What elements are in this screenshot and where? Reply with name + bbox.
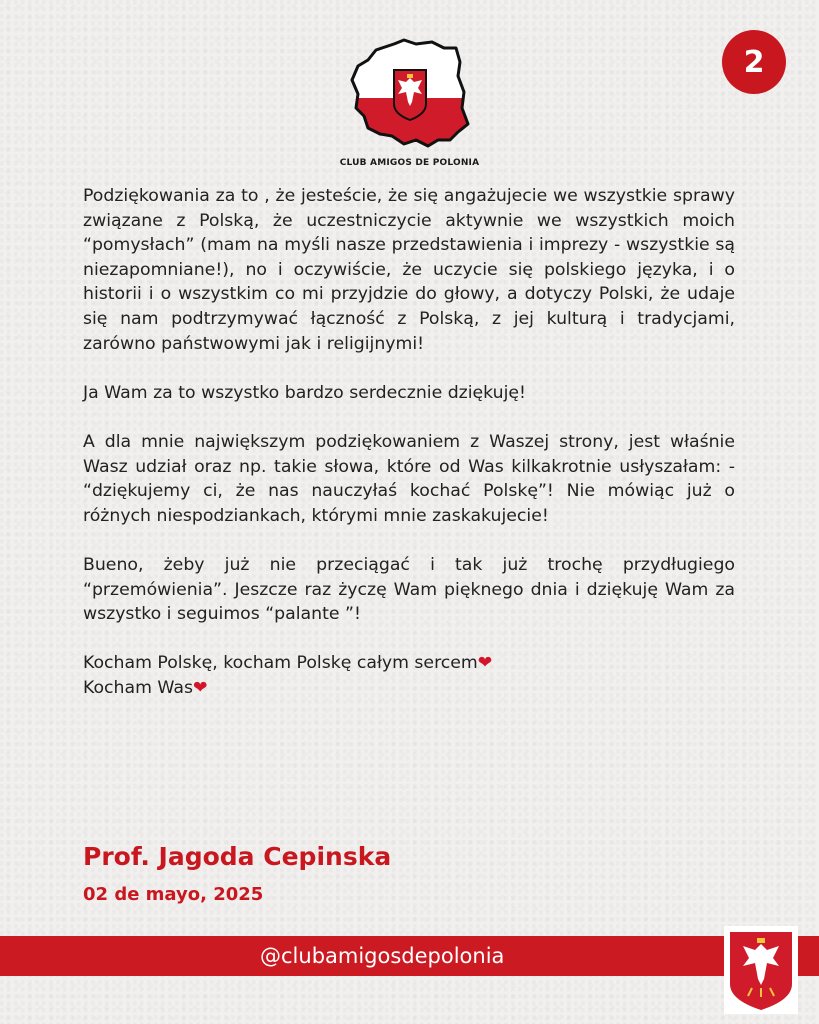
page-number-badge bbox=[722, 30, 786, 94]
letter-body bbox=[83, 184, 735, 700]
polish-eagle-crest-icon bbox=[724, 926, 798, 1014]
signature-name: Prof. Jagoda Cepinska bbox=[83, 842, 392, 871]
closing-line bbox=[83, 651, 735, 676]
red-heart-icon: ❤ bbox=[477, 653, 493, 674]
poland-map-eagle-icon bbox=[346, 36, 476, 156]
club-name: CLUB AMIGOS DE POLONIA bbox=[339, 158, 480, 168]
letter-paragraph: Ja Wam za to wszystko bardzo serdecznie dziękuję! bbox=[83, 382, 526, 403]
signature-date: 02 de mayo, 2025 bbox=[83, 884, 264, 905]
letter-paragraph: Podziękowania za to , że jesteście, że się angażujecie we wszystkie sprawy związane z Polską, że uczestniczycie aktywnie we wszystkich moich “pomysłach” (mam na myśli nasze przedstawienia i imprezy - wszystkie są niezapomniane!), no i oczywiście, że uczycie się polskiego języka, i o historii i o wszystkim co mi przyjdzie do głowy, a dotyczy Polski, że udaje się nam podtrzymywać łączność z Polską, z jej kulturą i tradycjami, zarówno państwowymi jak i religijnymi! bbox=[83, 186, 735, 354]
page-number: 2 bbox=[743, 44, 765, 80]
social-handle[interactable]: @clubamigosdepolonia bbox=[260, 944, 505, 968]
letter-paragraph: Bueno, żeby już nie przeciągać i tak już trochę przydługiego “przemówienia”. Jeszcze raz życzę Wam pięknego dnia i dziękuję Wam za wszystko i seguimos “palante ”! bbox=[83, 554, 735, 625]
closing-line-text: Kocham Was bbox=[83, 677, 193, 698]
closing-line-text: Kocham Polskę, kocham Polskę całym sercem bbox=[83, 653, 478, 674]
letter-paragraph: A dla mnie największym podziękowaniem z Waszej strony, jest właśnie Wasz udział oraz np. takie słowa, które od Was kilkakrotnie usłyszałam: - “dziękujemy ci, że nas nauczyłaś kochać Polskę”! Nie mówiąc już o różnych niespodziankach, którymi mnie zaskakujecie! bbox=[83, 431, 735, 526]
eagle-shield-icon bbox=[394, 70, 426, 120]
red-heart-icon: ❤ bbox=[193, 677, 208, 698]
closing-line bbox=[83, 676, 735, 701]
